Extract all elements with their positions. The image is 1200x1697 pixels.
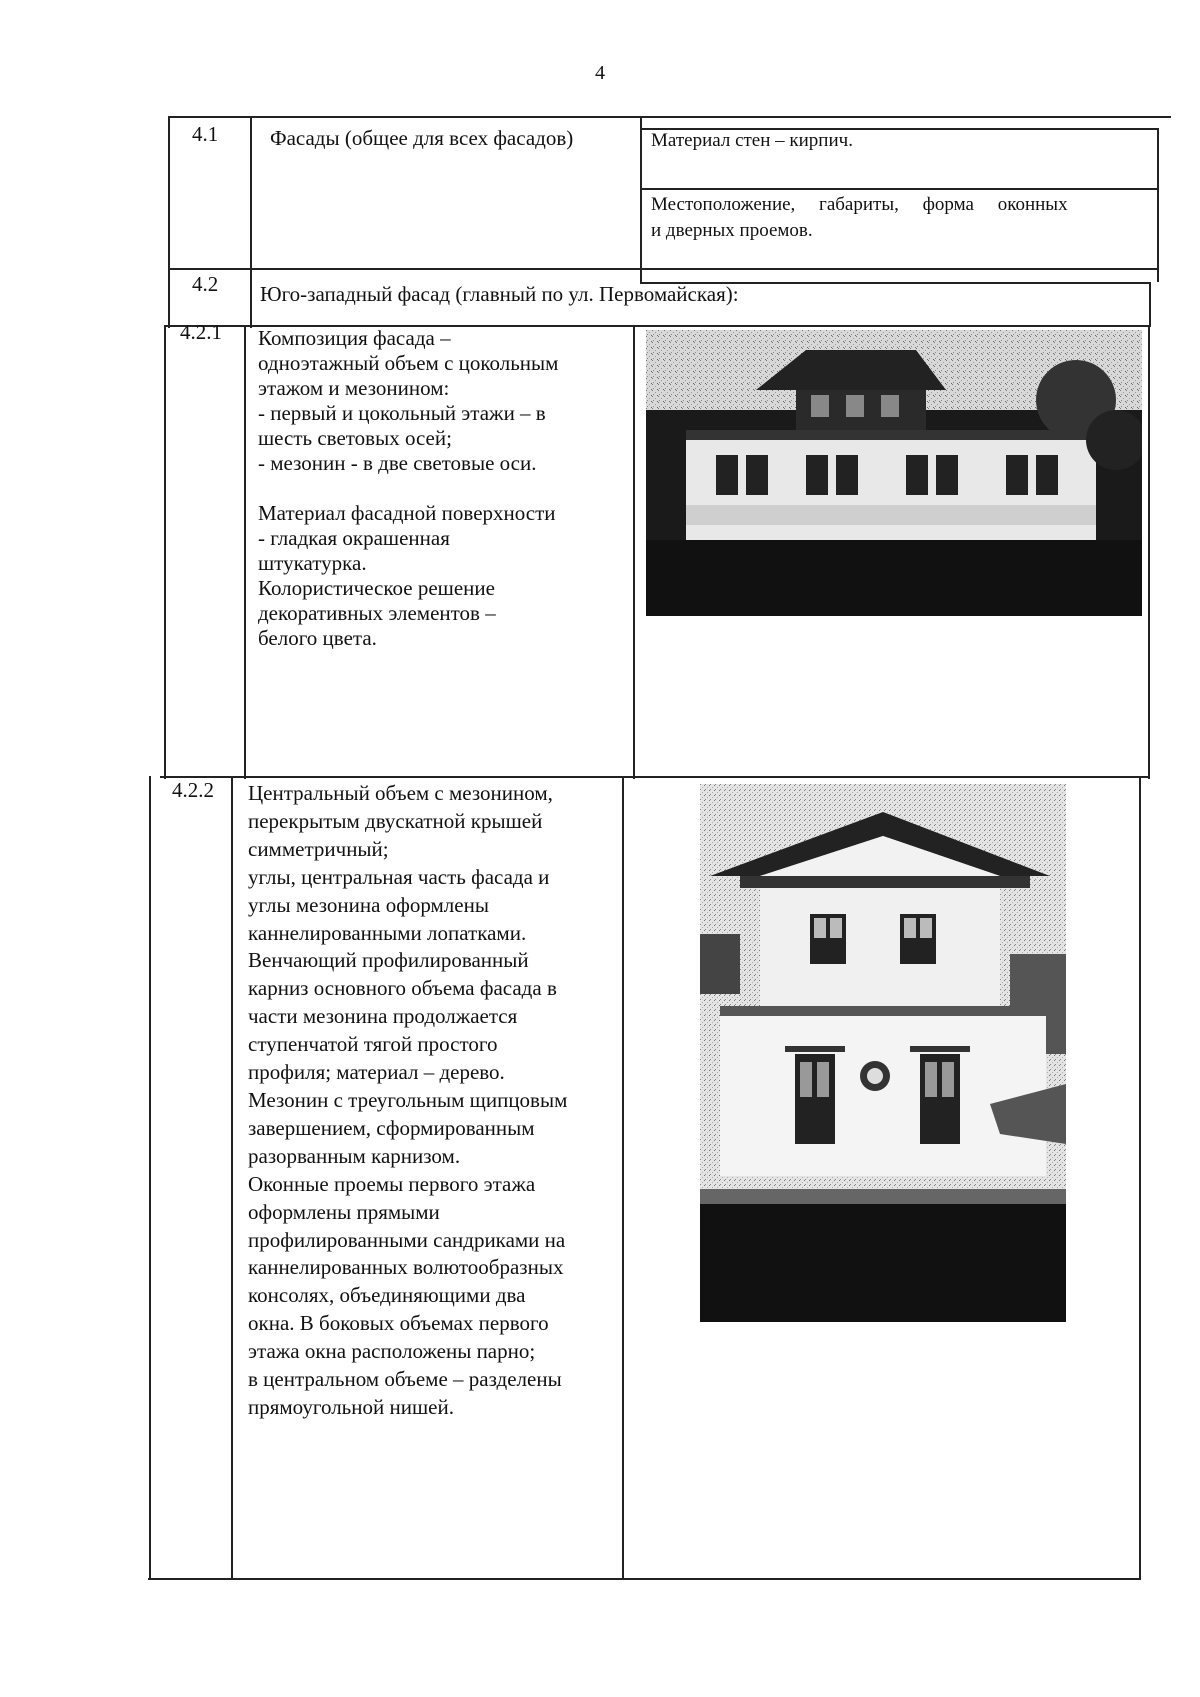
row-number: 4.2.1: [180, 320, 222, 344]
wall-material-text: Материал стен – кирпич.: [651, 130, 853, 151]
row-label: Юго-западный фасад (главный по ул. Первомайская):: [260, 282, 739, 306]
row-number: 4.1: [192, 122, 219, 146]
row-number: 4.2.2: [172, 778, 214, 802]
row-number: 4.2: [192, 272, 219, 296]
main-facade-photo: [646, 330, 1142, 616]
row-description: Центральный объем с мезонином, перекрытым двускатной крышей симметричный; углы, центральная часть фасада и углы мезонина оформлены каннелированными лопатками. Венчающий профилированный карниз основного объема фасада в части мезонина продолжается ступенчатой тягой простого профиля; материал – дерево. Мезонин с треугольным щипцовым завершением, сформированным разорванным карнизом. Оконные проемы первого этажа оформлены прямыми профилированными сандриками на каннелированных волютообразных консолях, объединяющими два окна. В боковых объемах первого этажа окна расположены парно; в центральном объеме – разделены прямоугольной нишей.: [248, 781, 568, 1419]
page-number: 4: [595, 62, 605, 84]
location-text-line2: и дверных проемов.: [651, 220, 813, 241]
mezzanine-photo: [700, 784, 1066, 1322]
row-description: Композиция фасада – одноэтажный объем с цокольным этажом и мезонином: - первый и цокольный этажи – в шесть световых осей; - мезонин - в две световые оси. Материал фасадной поверхности - гладкая окрашенная штукатурка. Колористическое решение декоративных элементов – белого цвета.: [258, 326, 559, 650]
row-label: Фасады (общее для всех фасадов): [270, 126, 574, 150]
location-text-line1: Местоположение, габариты, форма оконных: [651, 194, 1068, 215]
